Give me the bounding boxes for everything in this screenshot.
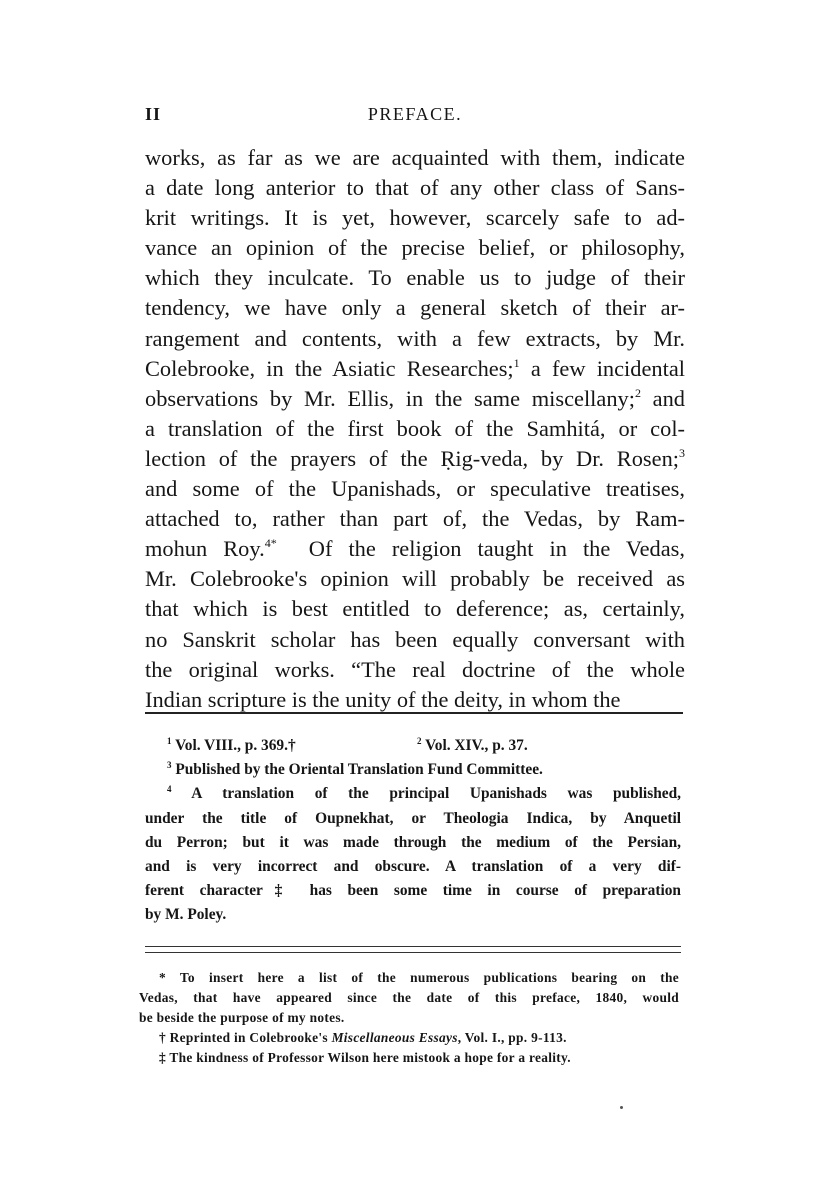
body-text-run: and xyxy=(640,385,685,411)
body-line: a translation of the first book of the Samhitá, or col- xyxy=(145,415,685,441)
body-line xyxy=(145,444,685,474)
body-line: which they inculcate. To enable us to judge of their xyxy=(145,265,685,291)
body-line xyxy=(145,354,685,384)
footnote-text: A translation of the principal Upanishads was published, xyxy=(171,785,681,803)
body-text-run: Colebrooke, in the Asiatic Researches; xyxy=(145,355,514,381)
footnote-line: du Perron; but it was made through the medium of the Persian, xyxy=(145,833,681,851)
footnote-line: under the title of Oupnekhat, or Theologia Indica, by Anquetil xyxy=(145,809,681,827)
footnote-1 xyxy=(167,734,417,758)
body-text-run: a few incidental xyxy=(519,355,685,381)
editor-note-line: Vedas, that have appeared since the date of this preface, 1840, would xyxy=(139,990,679,1005)
body-text-run: mohun Roy. xyxy=(145,536,265,562)
body-line: and some of the Upanishads, or speculative treatises, xyxy=(145,476,685,502)
body-text-run: lection of the prayers of the Ṛig-veda, by Dr. Rosen; xyxy=(145,445,679,471)
footnote-ref: 3 xyxy=(679,445,685,460)
footnote-3 xyxy=(145,758,681,782)
footnote-text: Vol. VIII., p. 369.† xyxy=(171,737,296,754)
footnote-rule xyxy=(145,712,683,714)
footnote-2 xyxy=(417,734,528,758)
body-line: Mr. Colebrooke's opinion will probably be received as xyxy=(145,566,685,592)
body-line: the original works. “The real doctrine of the whole xyxy=(145,656,685,682)
print-speck xyxy=(620,1106,623,1109)
footnote-text: Vol. XIV., p. 37. xyxy=(421,737,528,754)
running-head xyxy=(145,104,685,132)
body-line: vance an opinion of the precise belief, or philosophy, xyxy=(145,235,685,261)
editor-note-dagger xyxy=(139,1028,679,1048)
body-line: attached to, rather than part of, the Vedas, by Ram- xyxy=(145,506,685,532)
body-line: Indian scripture is the unity of the deity, in whom the xyxy=(145,686,621,712)
body-text-run: Of the religion taught in the Vedas, xyxy=(308,536,685,562)
editor-note-line: be beside the purpose of my notes. xyxy=(139,1010,345,1025)
note-text-run: , Vol. I., pp. 9-113. xyxy=(457,1030,567,1045)
body-line: a date long anterior to that of any other class of Sans- xyxy=(145,175,685,201)
body-line: rangement and contents, with a few extracts, by Mr. xyxy=(145,325,685,351)
footnote-ref: 2 xyxy=(634,385,641,400)
footnote-ref: 1 xyxy=(513,355,520,370)
footnote-4 xyxy=(145,782,681,806)
footnote-number: 2 xyxy=(417,736,422,746)
footnote-number: 1 xyxy=(167,736,172,746)
footnote-number: 4 xyxy=(167,784,172,795)
body-line: krit writings. It is yet, however, scarcely safe to ad- xyxy=(145,205,685,231)
body-line: that which is best entitled to deference; as, certainly, xyxy=(145,596,685,622)
editor-notes xyxy=(139,968,679,1068)
editor-note-line: * To insert here a list of the numerous publications bearing on the xyxy=(159,970,679,985)
page-number: II xyxy=(145,104,162,124)
double-rule xyxy=(145,946,681,953)
footnote-line: ferent character‡ has been some time in course of preparation xyxy=(145,882,681,900)
editor-note-double-dagger: ‡ The kindness of Professor Wilson here mistook a hope for a reality. xyxy=(159,1050,571,1065)
footnotes xyxy=(145,734,681,928)
body-line: no Sanskrit scholar has been equally conversant with xyxy=(145,626,685,652)
footnote-line: by M. Poley. xyxy=(145,906,227,924)
body-line: works, as far as we are acquainted with them, indicate xyxy=(145,145,685,170)
running-title: PREFACE. xyxy=(367,104,463,124)
body-line: tendency, we have only a general sketch of their ar- xyxy=(145,295,685,321)
footnote-text: Published by the Oriental Translation Fund Committee. xyxy=(171,761,543,779)
body-line xyxy=(145,534,685,564)
footnote-line: and is very incorrect and obscure. A translation of a very dif- xyxy=(145,857,681,875)
body-text-run: observations by Mr. Ellis, in the same miscellany; xyxy=(145,385,635,411)
footnote-number: 3 xyxy=(167,760,172,771)
footnote-ref: 4* xyxy=(264,536,277,551)
note-text-run: † Reprinted in Colebrooke's xyxy=(159,1030,332,1045)
footnote-pair xyxy=(145,734,681,758)
body-text xyxy=(145,143,685,715)
body-line xyxy=(145,384,685,414)
book-title: Miscellaneous Essays xyxy=(331,1030,458,1045)
